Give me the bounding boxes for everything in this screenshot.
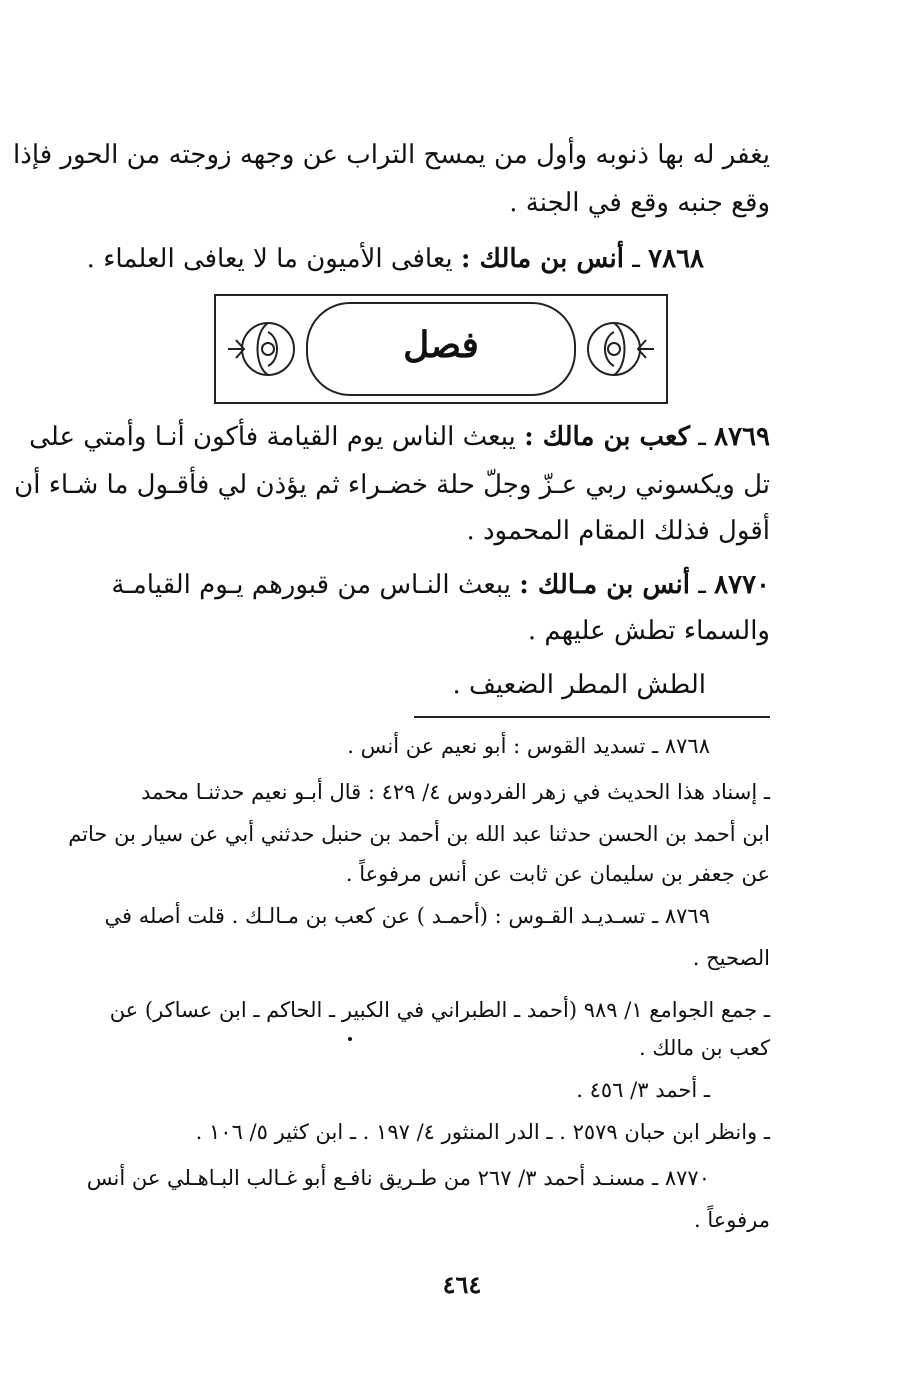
footnote-line: ـ جمع الجوامع ١/ ٩٨٩ (أحمد ـ الطبراني في الكبير ـ الحاكم ـ ابن عساكر) عن bbox=[109, 998, 770, 1022]
hadith-8768: ٧٨٦٨ ـ أنس بن مالك : يعافى الأميون ما لا يعافى العلماء . bbox=[86, 244, 704, 274]
hadith-number: ٨٧٧٠ bbox=[714, 570, 770, 600]
hadith-number: ٧٨٦٨ bbox=[648, 244, 704, 274]
main-text-line: يغفر له بها ذنوبه وأول من يمسح التراب عن وجهه زوجته من الحور فإذا bbox=[13, 140, 770, 170]
footnote-divider bbox=[414, 716, 770, 718]
main-text-line: وقع جنبه وقع في الجنة . bbox=[509, 188, 770, 218]
footnote-line: ٨٧٦٨ ـ تسديد القوس : أبو نعيم عن أنس . bbox=[347, 734, 710, 758]
footnote-line: ـ وانظر ابن حبان ٢٥٧٩ . ـ الدر المنثور ٤/ ١٩٧ . ـ ابن كثير ٥/ ١٠٦ . bbox=[195, 1120, 770, 1144]
hadith-text: يبعث الناس يوم القيامة فأكون أنـا وأمتي على bbox=[29, 422, 516, 452]
main-text-line: والسماء تطش عليهم . bbox=[527, 616, 770, 646]
hadith-text: يبعث النـاس من قبورهم يـوم القيامـة bbox=[111, 570, 512, 600]
footnote-line: ـ أحمد ٣/ ٤٥٦ . bbox=[576, 1078, 710, 1102]
footnote-line: ابن أحمد بن الحسن حدثنا عبد الله بن أحمد بن حنبل حدثني أبي عن سيار بن حاتم bbox=[68, 822, 770, 846]
footnote-line: ٨٧٧٠ ـ مسنـد أحمد ٣/ ٢٦٧ من طـريق نافـع أبو غـالب البـاهـلي عن أنس bbox=[86, 1166, 710, 1190]
footnote-line: ـ إسناد هذا الحديث في زهر الفردوس ٤/ ٤٢٩ : قال أبـو نعيم حدثنـا محمد bbox=[141, 780, 770, 804]
main-text-line: تل ويكسوني ربي عـزّ وجلّ حلة خضـراء ثم يؤذن لي فأقـول ما شـاء أن bbox=[14, 470, 770, 500]
section-title: فصل bbox=[403, 324, 479, 366]
narrator-name: أنس بن مالك : bbox=[460, 244, 624, 274]
hadith-8769: ٨٧٦٩ ـ كعب بن مالك : يبعث الناس يوم القيامة فأكون أنـا وأمتي على bbox=[29, 422, 770, 452]
hadith-number: ٨٧٦٩ bbox=[714, 422, 770, 452]
gloss-line: الطش المطر الضعيف . bbox=[452, 670, 706, 700]
hadith-text: يعافى الأميون ما لا يعافى العلماء . bbox=[86, 244, 453, 274]
footnote-line: مرفوعاً . bbox=[693, 1208, 770, 1232]
footnote-line: عن جعفر بن سليمان عن ثابت عن أنس مرفوعاً . bbox=[345, 862, 770, 886]
narrator-name: كعب بن مالك : bbox=[524, 422, 690, 452]
section-frame bbox=[214, 294, 668, 404]
stray-dot bbox=[348, 1037, 352, 1041]
footnote-line: ٨٧٦٩ ـ تسـديـد القـوس : (أحمـد ) عن كعب بن مـالـك . قلت أصله في bbox=[104, 904, 710, 928]
ornament-right-icon bbox=[580, 312, 658, 386]
hadith-8770: ٨٧٧٠ ـ أنس بن مـالك : يبعث النـاس من قبورهم يـوم القيامـة bbox=[111, 570, 770, 600]
page-number: ٤٦٤ bbox=[442, 1270, 482, 1299]
main-text-line: أقول فذلك المقام المحمود . bbox=[466, 516, 770, 546]
footnote-line: الصحيح . bbox=[692, 946, 770, 970]
footnote-line: كعب بن مالك . bbox=[638, 1036, 770, 1060]
narrator-name: أنس بن مـالك : bbox=[519, 570, 690, 600]
